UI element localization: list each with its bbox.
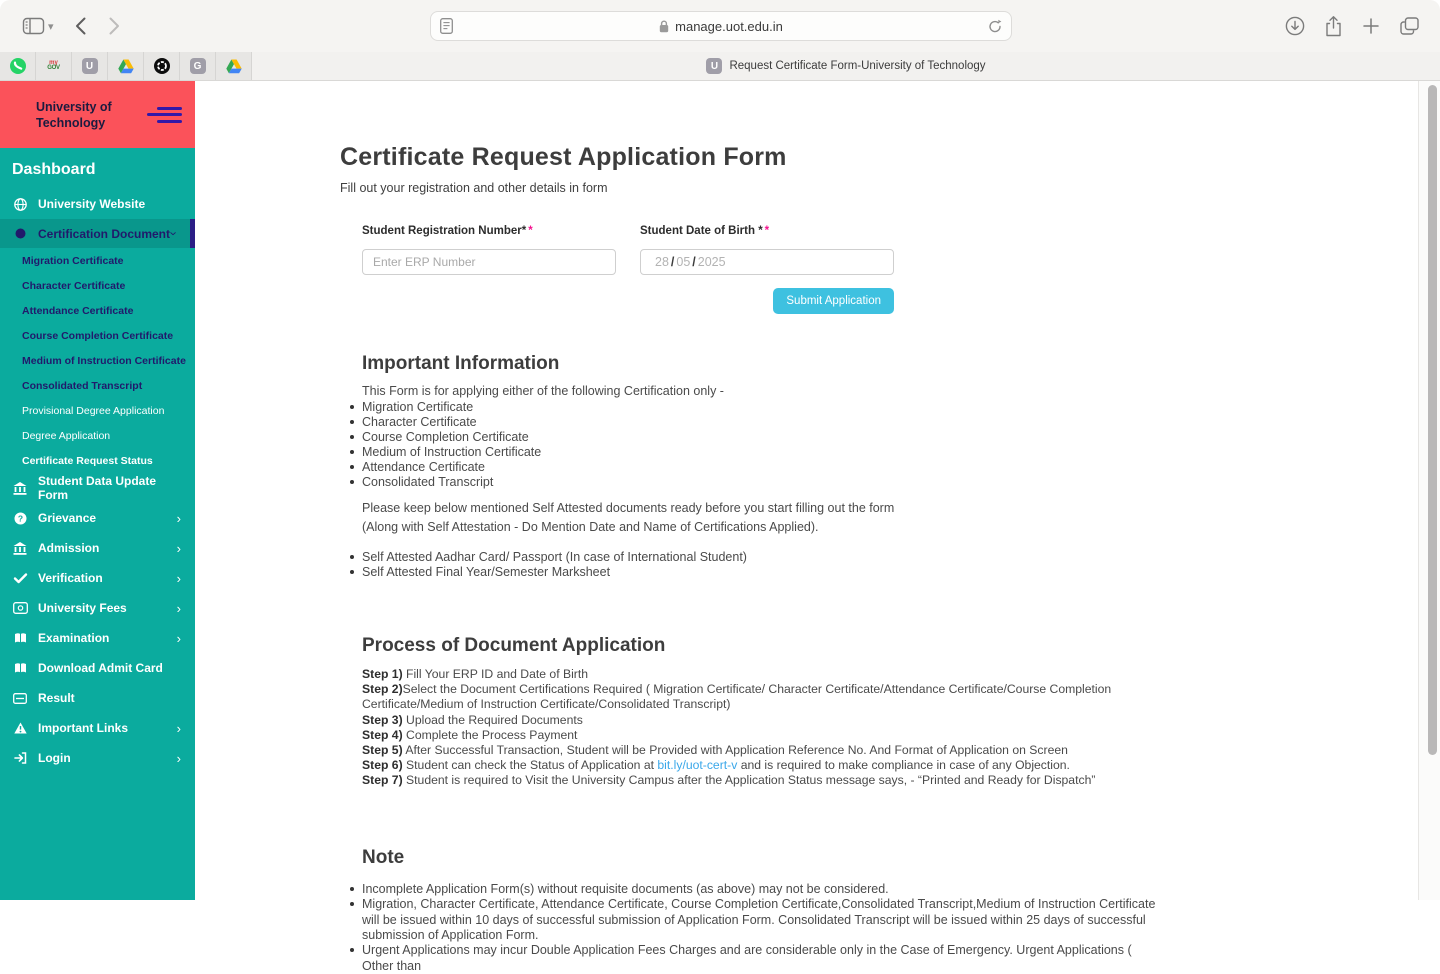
chevron-right-icon: › xyxy=(176,510,181,526)
book-icon xyxy=(12,662,28,674)
chevron-right-icon: › xyxy=(176,570,181,586)
fees-icon xyxy=(12,602,28,614)
pinned-tab-drive[interactable] xyxy=(108,52,144,80)
chevron-right-icon: › xyxy=(176,540,181,556)
browser-toolbar xyxy=(0,0,1440,52)
step-4: Step 4) Complete the Process Payment xyxy=(362,727,578,742)
step-6: Step 6) Student can check the Status of Application at bit.ly/uot-cert-v and is required to make compliance in case of any Objection. xyxy=(362,758,1070,773)
sidebar-sub-medium-of-instruction-certificate[interactable]: Medium of Instruction Certificate xyxy=(22,354,186,367)
process-heading: Process of Document Application xyxy=(362,635,666,656)
sidebar-item-admission[interactable]: Admission › xyxy=(0,533,195,563)
date-of-birth-label: Student Date of Birth * * xyxy=(640,225,770,237)
tab-overview-icon[interactable] xyxy=(1394,11,1424,41)
important-information-heading: Important Information xyxy=(362,353,560,374)
sidebar-sub-migration-certificate[interactable]: Migration Certificate xyxy=(22,254,124,267)
sidebar-item-examination[interactable]: Examination › xyxy=(0,623,195,653)
sidebar-sub-certificate-request-status[interactable]: Certificate Request Status xyxy=(22,454,153,467)
sidebar-item-login[interactable]: Login › xyxy=(0,743,195,773)
dot-circle-icon xyxy=(12,228,28,239)
required-asterisk: * xyxy=(764,225,770,237)
list-item: Self Attested Aadhar Card/ Passport (In case of International Student) xyxy=(362,549,1153,564)
list-item: Consolidated Transcript xyxy=(362,474,1153,489)
pinned-tab-gsuite[interactable] xyxy=(180,52,216,80)
step-7: Step 7) Student is required to Visit the University Campus after the Application Status message says, - “Printed and Ready for Dispatch” xyxy=(362,773,1096,788)
address-bar[interactable] xyxy=(430,11,1012,41)
reader-icon[interactable] xyxy=(440,18,453,34)
g-favicon: G xyxy=(190,58,206,74)
sidebar-sub-course-completion-certificate[interactable]: Course Completion Certificate xyxy=(22,329,174,342)
lock-icon xyxy=(659,20,669,33)
google-drive-icon xyxy=(118,59,134,74)
url-text[interactable]: manage.uot.edu.in xyxy=(675,18,783,34)
active-tab[interactable] xyxy=(252,52,1440,80)
sidebar-item-certification-document[interactable]: Certification Document › xyxy=(0,219,195,248)
sidebar-sub-character-certificate[interactable]: Character Certificate xyxy=(22,279,126,292)
page-title: Certificate Request Application Form xyxy=(340,143,787,171)
list-item: Incomplete Application Form(s) without requisite documents (as above) may not be considered. xyxy=(362,882,1157,897)
pinned-tab-chatgpt[interactable] xyxy=(144,52,180,80)
mygov-icon: my GOV xyxy=(47,60,60,71)
chatgpt-icon xyxy=(154,58,170,74)
process-steps xyxy=(362,667,1112,789)
tab-title: Request Certificate Form-University of Technology xyxy=(729,60,986,72)
sidebar xyxy=(0,81,195,900)
note-heading: Note xyxy=(362,846,405,868)
google-drive-icon xyxy=(226,59,242,74)
globe-icon xyxy=(12,198,28,211)
submit-application-button[interactable]: Submit Application xyxy=(773,288,894,314)
pinned-tab-whatsapp[interactable] xyxy=(0,52,36,80)
sidebar-sub-provisional-degree-application[interactable]: Provisional Degree Application xyxy=(22,404,165,417)
dashboard-heading: Dashboard xyxy=(12,161,96,178)
question-circle-icon xyxy=(12,512,28,525)
sidebar-item-grievance[interactable]: ? Grievance › xyxy=(0,503,195,533)
bank-icon xyxy=(12,542,28,555)
list-item: Self Attested Final Year/Semester Marksheet xyxy=(362,564,1153,579)
chevron-right-icon: › xyxy=(176,630,181,646)
sidebar-item-university-website[interactable]: University Website xyxy=(0,189,195,219)
book-icon xyxy=(12,632,28,644)
important-information-intro: This Form is for applying either of the following Certification only - xyxy=(362,384,724,398)
note-list xyxy=(362,882,1157,974)
sidebar-item-result[interactable]: Result xyxy=(0,683,195,713)
list-item: Migration Certificate xyxy=(362,399,1153,414)
forward-button[interactable] xyxy=(100,11,130,41)
svg-text:?: ? xyxy=(17,512,23,523)
list-item: Course Completion Certificate xyxy=(362,429,1153,444)
sidebar-item-student-data-update-form[interactable]: Student Data Update Form xyxy=(0,473,195,503)
bank-icon xyxy=(12,482,28,495)
documents-list xyxy=(362,549,1153,579)
certification-list xyxy=(362,399,1153,489)
date-of-birth-input[interactable]: 28 / 05 / 2025 xyxy=(640,249,894,275)
warning-icon xyxy=(12,722,28,734)
chevron-right-icon: › xyxy=(176,750,181,766)
pinned-tab-uot[interactable] xyxy=(72,52,108,80)
step-3: Step 3) Upload the Required Documents xyxy=(362,712,583,727)
pinned-tab-mygov[interactable] xyxy=(36,52,72,80)
back-button[interactable] xyxy=(66,11,96,41)
tab-bar xyxy=(0,52,1440,81)
downloads-icon[interactable] xyxy=(1280,11,1310,41)
list-item: Character Certificate xyxy=(362,414,1153,429)
sidebar-item-university-fees[interactable]: University Fees › xyxy=(0,593,195,623)
chevron-right-icon: › xyxy=(176,720,181,736)
list-item: Medium of Instruction Certificate xyxy=(362,444,1153,459)
sidebar-item-verification[interactable]: Verification › xyxy=(0,563,195,593)
erp-number-input[interactable] xyxy=(362,249,616,275)
pinned-tab-drive-2[interactable] xyxy=(216,52,252,80)
required-asterisk: * xyxy=(528,225,533,237)
registration-number-label: Student Registration Number* * xyxy=(362,225,533,237)
main-content xyxy=(195,81,1440,973)
new-tab-icon[interactable] xyxy=(1356,11,1386,41)
sidebar-item-important-links[interactable]: Important Links › xyxy=(0,713,195,743)
share-icon[interactable] xyxy=(1318,11,1348,41)
sidebar-sub-attendance-certificate[interactable]: Attendance Certificate xyxy=(22,304,134,317)
reload-icon[interactable] xyxy=(988,19,1002,34)
scrollbar-track[interactable] xyxy=(1418,81,1440,900)
step-2: Step 2)Select the Document Certifications Required ( Migration Certificate/ Character Certificate/Attendance Certificate/Course Completion Certificate/Medium of Instruction Certificate/Consolidated Transcript) xyxy=(362,682,1112,712)
hamburger-icon[interactable] xyxy=(146,103,182,126)
sidebar-sub-degree-application[interactable]: Degree Application xyxy=(22,429,111,442)
step-5: Step 5) After Successful Transaction, Student will be Provided with Application Reference No. And Format of Application on Screen xyxy=(362,743,1068,758)
page-subtitle: Fill out your registration and other details in form xyxy=(340,181,608,195)
check-icon xyxy=(12,573,28,584)
tab-favicon: U xyxy=(706,58,722,74)
sidebar-item-download-admit-card[interactable]: Download Admit Card xyxy=(0,653,195,683)
list-item: Urgent Applications may incur Double Application Fees Charges and are considerable only in the Case of Emergency. Urgent Applications ( Other than xyxy=(362,943,1157,973)
keep-ready-paragraph: Please keep below mentioned Self Attested documents ready before you start filling out the form (Along with Self Attestation - Do Mention Date and Name of Certifications Applied). xyxy=(362,501,895,534)
sidebar-header xyxy=(0,81,195,148)
application-form xyxy=(362,225,894,275)
result-card-icon xyxy=(12,693,28,704)
sidebar-sub-consolidated-transcript[interactable]: Consolidated Transcript xyxy=(22,379,143,392)
list-item: Migration, Character Certificate, Attendance Certificate, Course Completion Certificate,Consolidated Transcript,Medium of Instruction Certificate will be issued within 10 days of successful submission of Application Form. Consolidated Transcript will be issued within 25 days of successful submission of Application Form. xyxy=(362,897,1156,942)
sidebar-toggle-icon[interactable] xyxy=(18,11,48,41)
step-1: Step 1) Fill Your ERP ID and Date of Birth xyxy=(362,667,589,681)
login-icon xyxy=(12,752,28,764)
list-item: Attendance Certificate xyxy=(362,459,1153,474)
chevron-down-icon[interactable]: ▾ xyxy=(48,20,54,33)
chevron-down-icon: › xyxy=(166,231,182,236)
status-check-link[interactable]: bit.ly/uot-cert-v xyxy=(657,758,738,773)
whatsapp-icon xyxy=(10,58,26,74)
brand-title: University of Technology xyxy=(36,99,112,130)
uot-favicon: U xyxy=(82,58,98,74)
chevron-right-icon: › xyxy=(176,600,181,616)
scrollbar-thumb[interactable] xyxy=(1428,85,1437,755)
